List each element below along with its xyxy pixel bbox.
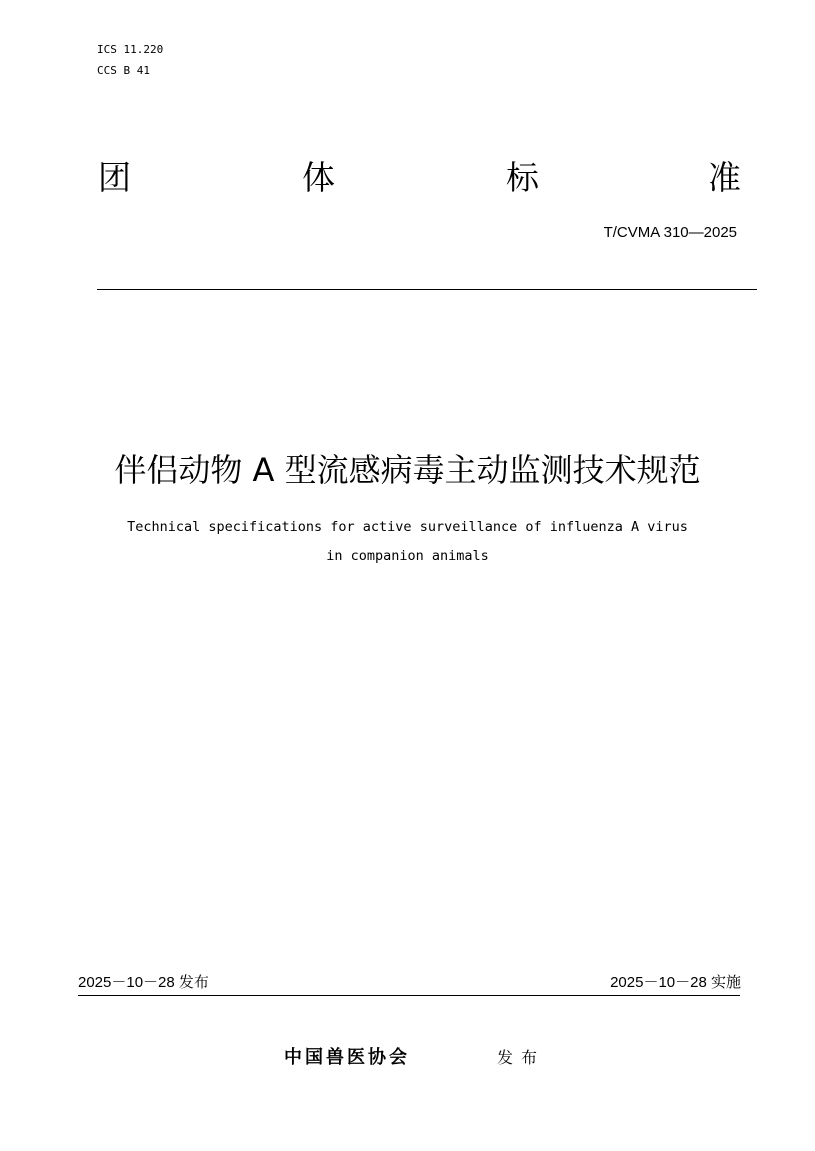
standard-type-char-2: 体	[302, 158, 335, 197]
issuing-organization: 中国兽医协会	[284, 1047, 410, 1068]
standard-number: T/CVMA 310—2025	[603, 224, 737, 241]
standard-type-char-1: 团	[98, 158, 131, 197]
title-english-line-1: Technical specifications for active surveillance of influenza A virus	[127, 519, 688, 535]
implementation-date: 2025－10－28 实施	[610, 974, 741, 991]
issue-label: 发布	[497, 1048, 546, 1067]
standard-type-char-3: 标	[506, 158, 539, 197]
ics-code: ICS 11.220	[97, 43, 164, 56]
title-english-line-2: in companion animals	[326, 548, 489, 564]
ccs-code: CCS B 41	[97, 64, 150, 77]
top-divider	[97, 289, 757, 290]
publish-date: 2025－10－28 发布	[78, 974, 209, 991]
title-chinese: 伴侣动物 A 型流感病毒主动监测技术规范	[114, 451, 701, 489]
standard-type-char-4: 准	[708, 158, 741, 197]
bottom-divider	[78, 995, 740, 996]
